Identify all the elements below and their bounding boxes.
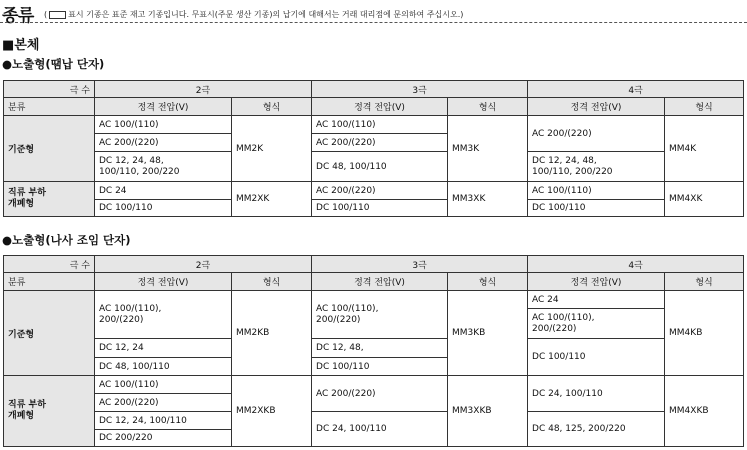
voltage-cell: AC 200/(220)	[312, 134, 448, 152]
model-cell: MM4K	[665, 116, 744, 182]
col-voltage-header: 정격 전압(V)	[528, 273, 665, 291]
col-voltage-header: 정격 전압(V)	[312, 98, 448, 116]
voltage-cell: AC 100/(110)	[312, 116, 448, 134]
voltage-cell: DC 100/110	[312, 358, 448, 376]
col-voltage-header: 정격 전압(V)	[95, 98, 232, 116]
col-voltage-header: 정격 전압(V)	[528, 98, 665, 116]
voltage-cell: DC 100/110	[528, 200, 665, 217]
voltage-cell: AC 100/(110), 200/(220)	[312, 291, 448, 339]
voltage-cell: AC 200/(220)	[95, 134, 232, 152]
voltage-cell: AC 100/(110), 200/(220)	[95, 291, 232, 339]
col-model-header: 형식	[232, 273, 312, 291]
model-cell: MM2KB	[232, 291, 312, 376]
col-model-header: 형식	[448, 273, 528, 291]
table2-title: ●노출형(나사 조임 단자)	[2, 233, 131, 247]
voltage-cell: AC 100/(110), 200/(220)	[528, 309, 665, 339]
model-cell: MM2K	[232, 116, 312, 182]
category-dc-switching: 직류 부하 개폐형	[4, 376, 95, 447]
voltage-cell: AC 24	[528, 291, 665, 309]
header-note	[44, 9, 463, 20]
voltage-cell: DC 100/110	[528, 339, 665, 376]
voltage-cell: AC 200/(220)	[95, 394, 232, 412]
col-poles-header: 극 수	[4, 81, 95, 98]
voltage-cell: DC 12, 24	[95, 339, 232, 358]
legend-box-icon	[49, 11, 66, 19]
model-cell: MM4XK	[665, 182, 744, 217]
model-cell: MM2XKB	[232, 376, 312, 447]
col-class-header: 분류	[4, 273, 95, 291]
model-cell: MM3XK	[448, 182, 528, 217]
voltage-cell: DC 24, 100/110	[312, 412, 448, 447]
voltage-cell: DC 12, 24, 100/110	[95, 412, 232, 430]
voltage-cell: DC 24	[95, 182, 232, 200]
pole-2-header: 2극	[95, 256, 312, 273]
col-model-header: 형식	[665, 273, 744, 291]
voltage-cell: DC 100/110	[95, 200, 232, 217]
col-class-header: 분류	[4, 98, 95, 116]
table1-title: ●노출형(땜납 단자)	[2, 57, 105, 71]
voltage-cell: DC 48, 125, 200/220	[528, 412, 665, 447]
voltage-cell: AC 200/(220)	[528, 116, 665, 152]
page-title: 종류	[2, 6, 34, 26]
note-text: 표시 기종은 표준 재고 기종입니다. 무표시(주문 생산 기종)의 납기에 대해서는 거래 대리점에 문의하여 주십시오.)	[68, 10, 464, 19]
voltage-cell: AC 200/(220)	[312, 182, 448, 200]
voltage-cell: DC 200/220	[95, 430, 232, 447]
voltage-cell: AC 100/(110)	[95, 116, 232, 134]
pole-4-header: 4극	[528, 81, 744, 98]
pole-3-header: 3극	[312, 81, 528, 98]
note-open-paren: (	[44, 10, 48, 19]
pole-4-header: 4극	[528, 256, 744, 273]
voltage-cell: AC 100/(110)	[528, 182, 665, 200]
voltage-cell: DC 12, 24, 48, 100/110, 200/220	[95, 152, 232, 182]
model-cell: MM4XKB	[665, 376, 744, 447]
voltage-cell: DC 24, 100/110	[528, 376, 665, 412]
col-poles-header: 극 수	[4, 256, 95, 273]
pole-3-header: 3극	[312, 256, 528, 273]
model-cell: MM3K	[448, 116, 528, 182]
table2	[3, 255, 744, 447]
page-header	[0, 0, 747, 26]
model-cell: MM3XKB	[448, 376, 528, 447]
voltage-cell: DC 12, 48,	[312, 339, 448, 358]
voltage-cell: DC 48, 100/110	[95, 358, 232, 376]
section-title: ■본체	[2, 38, 40, 53]
col-voltage-header: 정격 전압(V)	[312, 273, 448, 291]
model-cell: MM2XK	[232, 182, 312, 217]
category-dc-switching: 직류 부하 개폐형	[4, 182, 95, 217]
col-model-header: 형식	[448, 98, 528, 116]
voltage-cell: DC 100/110	[312, 200, 448, 217]
col-model-header: 형식	[665, 98, 744, 116]
header-divider	[0, 22, 747, 24]
voltage-cell: DC 48, 100/110	[312, 152, 448, 182]
table1	[3, 80, 744, 217]
voltage-cell: DC 12, 24, 48, 100/110, 200/220	[528, 152, 665, 182]
model-cell: MM3KB	[448, 291, 528, 376]
col-voltage-header: 정격 전압(V)	[95, 273, 232, 291]
col-model-header: 형식	[232, 98, 312, 116]
category-standard: 기준형	[4, 116, 95, 182]
pole-2-header: 2극	[95, 81, 312, 98]
category-standard: 기준형	[4, 291, 95, 376]
voltage-cell: AC 100/(110)	[95, 376, 232, 394]
voltage-cell: AC 200/(220)	[312, 376, 448, 412]
model-cell: MM4KB	[665, 291, 744, 376]
